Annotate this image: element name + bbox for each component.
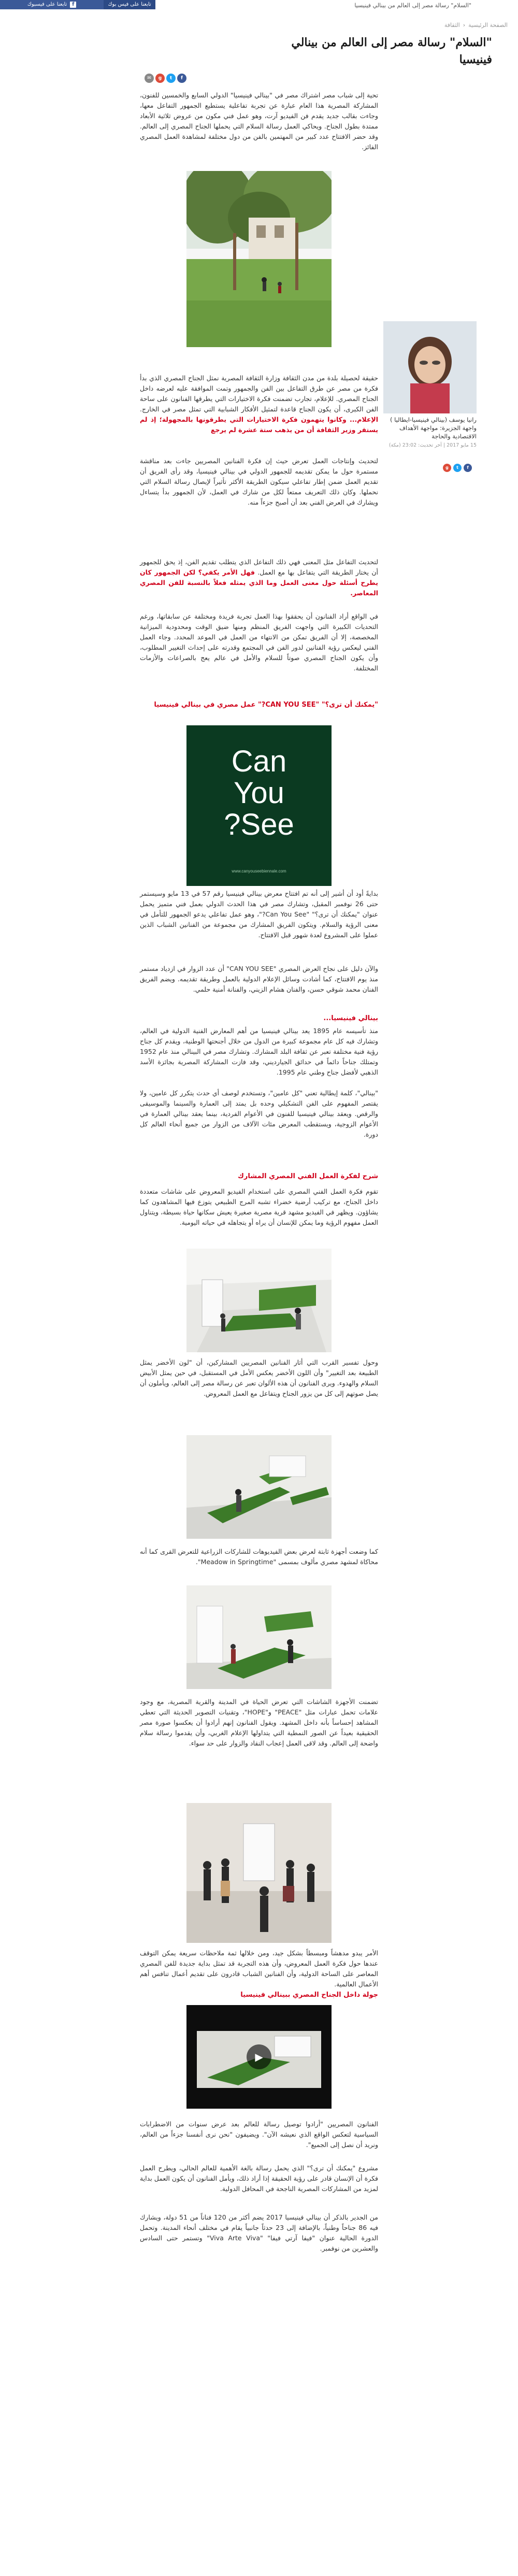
facebook-share-icon[interactable]: f xyxy=(177,74,186,83)
author-name: رانيا يوسف (بينالي فينيسيا-ايطاليا ) واجهة الجزيرة: مواجهة الأهداف الاقتصادية والحاجة xyxy=(390,416,477,440)
twitter-share-icon[interactable]: t xyxy=(166,74,176,83)
top-bar xyxy=(0,0,518,9)
paragraph-11: وحول تفسير القرب التي أثار الفنانين المصريين المشاركين، أن "لون الأخضر يمثل الطبيعة بعد التغيير" وأن اللون الأخضر يعكس الأمل في المستقبل، في حين يمثل الأبيض السلام والهدوء. ويرى الفنانون أن هذه الألوان تعبر عن رسالة مصر إلى العالم، ويأملون أن يصل صوتهم إلى كل من يزور الجناح ويتفاعل مع العمل المعروض. xyxy=(140,1358,378,1397)
can-you-see-poster xyxy=(186,725,332,886)
paragraph-6: بدايةً أود أن أشير إلى أنه تم افتتاح معرض بينالي فينيسيا رقم 57 في 13 مايو وسيستمر حتى 26 نوفمبر المقبل، وتشارك مصر في هذا الحدث الدولي بعمل فني متميز يحمل عنوان "يمكنك أن ترى؟" "Can You See?"، وهو عمل تفاعلي يدعو الجمهور للتأمل في معنى الرؤية والسلام. ويتكون الفريق المشارك من مجموعة من الفنانين الشباب الذين عملوا على المشروع لعدة شهور قبل الافتتاح. xyxy=(140,890,379,939)
garden-photo-svg xyxy=(186,171,332,347)
gallery-photo-3 xyxy=(186,1585,332,1689)
breadcrumb xyxy=(444,21,508,30)
can-you-see-line-1: Can xyxy=(231,745,287,778)
gallery-photo-1-svg xyxy=(186,1249,332,1352)
can-you-see-url: www.canyouseebiennale.com xyxy=(232,868,286,874)
share-row xyxy=(145,74,186,83)
top-page-title: "السلام" رسالة مصر إلى العالم من بينالي فينيسيا xyxy=(354,2,471,9)
author-avatar-svg xyxy=(383,321,477,413)
paragraph-9: "بينالي"، كلمة إيطالية تعني "كل عامين"، وتستخدم لوصف أي حدث يتكرر كل عامين، ولا يقتصر المفهوم على الفن التشكيلي وحده بل يمتد إلى العمارة والسينما والموسيقى والرقص. ويعقد بينالي فينيسيا للفنون في الأعوام الفردية، بينما يعقد بينالي العمارة في الأعوام الزوجية، ويستقطب المعرض مئات الآلاف من الزوار من جميع أنحاء العالم كل دورة. xyxy=(140,1089,378,1138)
gallery-photo-2 xyxy=(186,1435,332,1539)
gallery-photo-1 xyxy=(186,1249,332,1352)
garden-photo xyxy=(186,171,332,347)
subheading-tour: جولة داخل الجناح المصري ببينالي فينيسيا xyxy=(240,1991,378,1999)
breadcrumb-home[interactable]: الصفحة الرئيسية xyxy=(468,22,508,28)
gallery-photo-3-svg xyxy=(186,1585,332,1689)
subheading-can-you-see: "يمكنك أن ترى؟" "CAN YOU SEE?" عمل مصري في بينالي فينيسيا xyxy=(154,701,378,709)
article-title: "السلام" رسالة مصر إلى العالم من بينالي فينيسيا xyxy=(291,36,492,66)
video-player[interactable] xyxy=(186,2005,332,2109)
author-social-row xyxy=(443,464,472,472)
paragraph-12: كما وضعت أجهزة ثابتة لعرض بعض الفيديوهات للشاركات الزراعية للتعرض القرى كما أنه محاكاة لمشهد مصري مألوف بمسمى "Meadow in Springtime". xyxy=(140,1548,378,1566)
facebook-author-icon[interactable]: f xyxy=(464,464,472,472)
crowd-photo xyxy=(186,1803,332,1943)
can-you-see-line-3: See? xyxy=(224,807,294,841)
paragraph-2-highlight: الإعلام... وكانوا يتهمون فكرة الاختيارات التي يطرقونها بالمجهولة؛ إذ لم يستقر وزير الثقافة أن من يذهب ستة عشرة لم يرجع xyxy=(140,416,378,434)
facebook-icon: f xyxy=(70,2,76,8)
paragraph-4-text: لتحديث التفاعل مثل المعنى فهي ذلك التفاعل الذي يتطلب تقديم الفن، إذ يحق للجمهور أن يختار الطريقة التي يتفاعل بها مع العمل. xyxy=(140,558,378,576)
facebook-follow-button[interactable] xyxy=(0,0,104,9)
paragraph-10: تقوم فكرة العمل الفني المصري على استخدام الفيديو المعروض على شاشات متعددة داخل الجناح، مع تركيب أرضية خضراء تشبه المرج الطبيعي يتوزع فيها المشاهدون كما يشاؤون. ويظهر في الفيديو مشهد قرية مصرية صغيرة يعيش سكانها حياة بسيطة، ويتناول العمل مفهوم الرؤية وما يمكن للإنسان أن يراه أو يتجاهله في حياته اليومية. xyxy=(140,1187,378,1226)
play-icon[interactable]: ▶ xyxy=(247,2044,271,2069)
gallery-photo-2-svg xyxy=(186,1435,332,1539)
author-photo xyxy=(383,321,477,413)
facebook-follow-label-secondary: تابعنا على فيس بوك xyxy=(108,1,151,7)
paragraph-1: تحية إلى شباب مصر اشتراك مصر في "بينالي فينيسيا" الدولي السابع والخمسين للفنون، المشاركة المصرية هذا العام عبارة عن تجربة تفاعلية يستطيع الجمهور التفاعل معها، وجاءت بقالب جديد يقدم فن الفيديو آرت، وهو عمل فني مكون من عروض ثلاثية الأبعاد ممتدة بطول الجناح. ويحاكي العمل رسالة السلام التي يحملها الجناح المصري إلى العالم. وقد حضر الافتتاح عدد كبير من المهتمين بالفن من دول مختلفة لمشاهدة العمل المصري الفائز. xyxy=(140,91,378,151)
subheading-biennale: بينالي فينيسيا... xyxy=(323,1014,378,1022)
can-you-see-line-2: You xyxy=(234,776,284,810)
author-date: 15 مايو 2017 | آخر تحديث: 23:02 (مكة) xyxy=(388,442,477,449)
paragraph-5: في الواقع أراد الفنانون أن يحققوا بهذا العمل تجربة فريدة ومختلفة عن سابقاتها، ورغم التحديات الكبيرة التي واجهت الفريق المنظم ومنها ضيق الوقت ومحدودية الميزانية المخصصة، إلا أن الفريق تمكن من الانتهاء من العمل في الموعد المحدد. وجاء العمل الفني ليعكس رؤية الفنانين لدور الفن في المجتمع وقدرته على إحداث التغيير المطلوب، وأن يكون الجناح المصري صوتاً للسلام والأمل في عالم يعج بالصراعات والأزمات المختلفة. xyxy=(140,612,378,672)
can-you-see-wordmark xyxy=(186,746,332,841)
paragraph-7: والآن دليل على نجاح العرض المصري "CAN YOU SEE" أن عدد الزوار في ازدياد مستمر منذ يوم الافتتاح، كما أشادت وسائل الإعلام الدولية بالعمل وطريقة تقديمه. ويضم الفريق الفنان محمد شوقي حسن، والفنان هشام الزيني، والفنانة أمنية حلمي. xyxy=(140,965,379,993)
googleplus-share-icon[interactable]: g xyxy=(155,74,165,83)
paragraph-15: الفنانون المصريين "أرادوا توصيل رسالة للعالم بعد عرض سنوات من الاضطرابات السياسية لتعكس الواقع الذي نعيشه الآن". ويضيفون "نحن نرى أنفسنا جزءاً من العالم، ونريد أن نصل إلى الجميع". xyxy=(140,2120,378,2149)
paragraph-14: الأمر يبدو مدهشاً ومبسطاً بشكل جيد، ومن خلالها ثمة ملاحظات سريعة يمكن التوقف عندها حول فكرة العمل المعروض، وأن هذه التجربة قد تمثل بداية جديدة للفن المصري المعاصر على الساحة الدولية، وأن الفنانين الشباب قادرون على تقديم أعمال تنافس أهم الأعمال العالمية. xyxy=(140,1949,378,1988)
author-box xyxy=(383,321,477,450)
paragraph-8: منذ تأسيسه عام 1895 يعد بينالي فينيسيا من أهم المعارض الفنية الدولية في العالم، وتشارك فيه كل عام مجموعة كبيرة من الدول من خلال أجنحتها الوطنية، ويقدم كل جناح رؤية فنية مختلفة تعبر عن ثقافة البلد المشارك. وتشارك مصر في البينالي منذ عام 1952 وتمتلك جناحاً دائماً في حدائق الجيارديني، وقد فازت المشاركة المصرية بجائزة الأسد الذهبي لأفضل جناح وطني عام 1995. xyxy=(140,1027,378,1076)
paragraph-3: لتحديث وإنتاجات العمل تعرض حيث إن فكرة الفنانين المصريين جاءت بعد مناقشة مستمرة حول ما يمكن تقديمه للجمهور الدولي في بينالي فينيسيا، وقد رأى الفريق أن تقديم العمل ضمن إطار تفاعلي سيكون الطريقة الأكثر تأثيراً لإيصال رسالة السلام التي نحملها. وكان ذلك التعريف ممتعاً لكل من شارك في العمل، لأن الجمهور بدأ يتساءل ويشارك في العرض الفني بعد أن أصبح جزءاً منه. xyxy=(140,457,378,506)
googleplus-author-icon[interactable]: g xyxy=(443,464,451,472)
paragraph-2-text: حقيقة لحصيلة بلدة من مدن الثقافة وزارة الثقافة المصرية نمثل الجناح المصري الذي بدأ فكرة من مصر عن طرق التفاعل بين الفن والجمهور وتمت الموافقة عليه لعرضه داخل الجناح المصري. للإعلام، تجارب تضمنت فكرة الاختيارات التي يطرقها الفنانون على ساحة الفن الكبرى، أن يكون الجناح قاعدة لتمثيل الأفكار الشبابية التي تمثل مصر في الخارج. xyxy=(140,374,378,413)
facebook-follow-label: تابعنا على فيسبوك xyxy=(27,1,67,7)
crowd-photo-svg xyxy=(186,1803,332,1943)
twitter-author-icon[interactable]: t xyxy=(453,464,462,472)
paragraph-17: من الجدير بالذكر أن بينالي فينيسيا 2017 يضم أكثر من 120 فناناً من 51 دولة، ويشارك فيه 86 جناحاً وطنياً، بالإضافة إلى 23 حدثاً جانبياً يقام في مختلف أنحاء المدينة. وتحمل الدورة الحالية عنوان "فيفا آرتي فيفا" "Viva Arte Viva" وتستمر حتى السادس والعشرين من نوفمبر. xyxy=(140,2213,378,2252)
breadcrumb-separator: ‹ xyxy=(463,22,466,28)
paragraph-13: تضمنت الأجهزة الشاشات التي تعرض الحياة في المدينة والقرية المصرية، مع وجود علامات تحمل عبارات مثل "PEACE" و"HOPE"، وتقنيات التصوير الحديثة التي تعطي المشاهد إحساساً بأنه داخل المشهد. ويقول الفنانون إنهم أرادوا أن يعكسوا صورة مصر الحقيقية بعيداً عن الصور النمطية التي يتداولها الإعلام الغربي، وأن يقدموا رسالة سلام واضحة إلى العالم. وقد لاقى العمل إعجاب النقاد والزوار على حد سواء. xyxy=(140,1698,378,1747)
paragraph-4 xyxy=(140,557,378,598)
email-share-icon[interactable]: ✉ xyxy=(145,74,154,83)
subheading-explanation: شرح لفكرة العمل الفني المصري المشارك xyxy=(237,1172,378,1180)
paragraph-2 xyxy=(140,373,378,435)
facebook-follow-button-secondary[interactable] xyxy=(104,0,155,9)
breadcrumb-culture[interactable]: الثقافة xyxy=(444,22,460,28)
paragraph-16: مشروع "يمكنك أن ترى؟" الذي يحمل رسالة بالغة الأهمية للعالم الحالي، ويطرح العمل فكرة أن الإنسان قادر على رؤية الحقيقة إذا أراد ذلك، ويأمل الفنانون أن يكون العمل بداية لمزيد من المشاركات المصرية الناجحة في المحافل الدولية. xyxy=(140,2164,378,2193)
paragraph-4-highlight: فهل الأمر يكفي؟ لكن الجمهور كان يطرح أسئلة حول معنى العمل وما الذي يمثله فعلاً بالنسبة للفن المصري المعاصر. xyxy=(140,568,378,597)
